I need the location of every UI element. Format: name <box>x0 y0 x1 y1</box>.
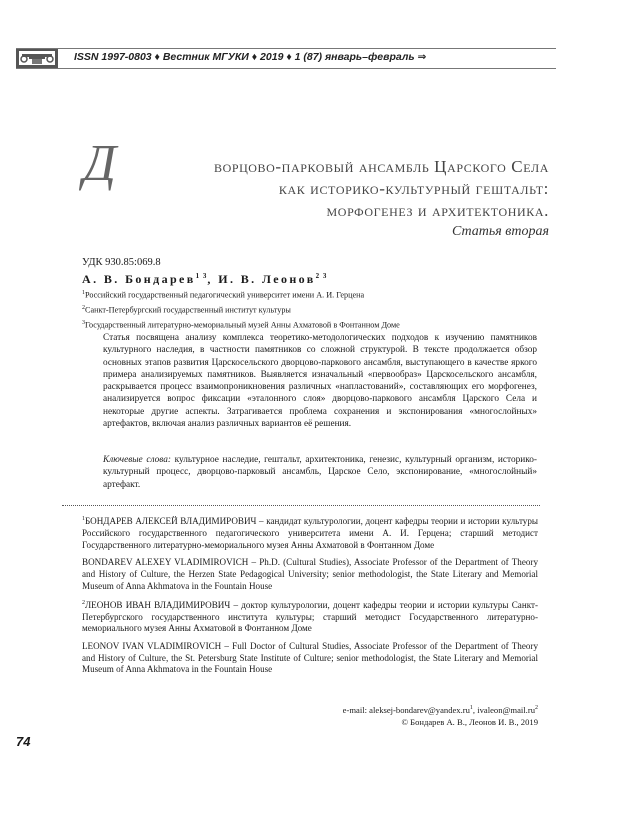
author-bios <box>82 514 538 682</box>
affiliation-2-text: Санкт-Петербургский государственный институт культуры <box>85 305 291 315</box>
bio-author-1-ru <box>82 514 538 551</box>
journal-header: ISSN 1997-0803 ♦ Вестник МГУКИ ♦ 2019 ♦ 1 (87) январь–февраль ⇒ <box>74 51 427 63</box>
bio-author-2-ru <box>82 598 538 635</box>
title-line-2: как историко-культурный гештальт: <box>278 179 549 198</box>
article-title <box>79 135 549 240</box>
author-line <box>82 272 327 287</box>
keywords-text: культурное наследие, гештальт, архитектоника, генезис, культурный организм, историко-культурный процесс, дворцово-парковый ансамбль, Царское Село, экспонирование, «многослойный» артефакт. <box>103 455 538 490</box>
affiliation-1 <box>82 290 364 300</box>
title-line-1-text: ворцово-парковый ансамбль Царского Села <box>214 157 549 176</box>
title-line-3: морфогенез и архитектоника. <box>326 201 549 220</box>
author-separator: , <box>207 272 219 286</box>
author-2: И. В. Леонов <box>218 272 316 286</box>
bio-4-text: LEONOV IVAN VLADIMIROVICH – Full Doctor of Cultural Studies, Associate Professor of the Department of Theory and History of Culture, the St. Petersburg State Institute of Culture; senior methodologist, the State Literary and Memorial Museum of Anna Akhmatova in the Fountain House <box>82 640 538 675</box>
article-subtitle: Статья вторая <box>451 224 549 239</box>
bio-3-sup: 2 <box>82 599 85 606</box>
author-2-affil-sup: 2 3 <box>315 272 328 280</box>
email-1-sup: 1 <box>469 705 473 711</box>
udc-code: УДК 930.85:069.8 <box>82 257 161 268</box>
affiliation-3-text: Государственный литературно-мемориальный музей Анны Ахматовой в Фонтанном Доме <box>85 320 400 330</box>
email-line <box>78 702 538 716</box>
affiliation-3-num: 3 <box>82 320 85 326</box>
affiliation-1-num: 1 <box>82 290 85 296</box>
contacts <box>78 702 538 728</box>
abstract: Статья посвящена анализу комплекса теоретико-методологических подходов к изучению памятников культурного наследия, в частности памятников со сложной структурой. В тексте продолжается обзор основных этапов развития Царскосельского дворцово-паркового ансамбля, выступающего в качестве яркого примера анализируемых памятников. Выявляется изначальный «первообраз» Царскосельского ансамбля, раскрывается процесс взаимопроникновения различных «напластований», составляющих его морфогенез, анализируется вопрос фиксации «эталонного слоя» дворцово-паркового ансамбля Царского Села и некоторые другие аспекты. Затрагивается проблема сохранения и экспонирования «многослойных» артефактов, включая анализ различных вариантов её решения. <box>103 333 537 430</box>
title-drop-cap: Д <box>83 135 117 192</box>
bio-author-2-en <box>82 641 538 676</box>
bio-3-text: ЛЕОНОВ ИВАН ВЛАДИМИРОВИЧ – доктор культурологии, доцент кафедры теории и истории культуры Санкт-Петербургского государственного института культуры; старший методист Государственного литературно-мемориального музея Анны Ахматовой в Фонтанном Доме <box>82 599 538 634</box>
email-label: e-mail: <box>342 704 370 715</box>
affiliation-1-text: Российский государственный педагогический университет имени А. И. Герцена <box>85 290 365 300</box>
affiliation-2 <box>82 305 291 315</box>
page-number: 74 <box>16 734 31 749</box>
header-rule-bottom <box>16 68 556 69</box>
email-link-2[interactable]: ivaleon@mail.ru <box>477 704 535 715</box>
author-1-affil-sup: 1 3 <box>195 272 208 280</box>
keywords <box>103 454 537 491</box>
section-divider <box>62 505 540 506</box>
affiliation-2-num: 2 <box>82 305 85 311</box>
bio-author-1-en <box>82 557 538 592</box>
header-rule-top <box>16 48 556 49</box>
email-link-1[interactable]: aleksej-bondarev@yandex.ru <box>369 704 470 715</box>
bio-2-text: BONDAREV ALEXEY VLADIMIROVICH – Ph.D. (Cultural Studies), Associate Professor of the Department of Theory and History of Culture, the Herzen State Pedagogical University; senior methodologist, the State Literary and Memorial Museum of Anna Akhmatova in the Fountain House <box>82 556 538 591</box>
affiliation-3 <box>82 320 400 330</box>
keywords-label: Ключевые слова: <box>103 455 171 465</box>
email-separator: , <box>472 704 478 715</box>
copyright: © Бондарев А. В., Леонов И. В., 2019 <box>401 716 538 727</box>
bio-1-text: БОНДАРЕВ АЛЕКСЕЙ ВЛАДИМИРОВИЧ – кандидат культурологии, доцент кафедры теории и истории культуры Российского государственного педагогического университета имени А. И. Герцена; старший методист Государственного литературно-мемориального музея Анны Ахматовой в Фонтанном Доме <box>82 516 538 550</box>
email-2-sup: 2 <box>535 705 538 711</box>
ionic-column-capital-icon <box>16 42 58 74</box>
bio-1-sup: 1 <box>82 516 85 522</box>
author-1: А. В. Бондарев <box>82 272 196 286</box>
